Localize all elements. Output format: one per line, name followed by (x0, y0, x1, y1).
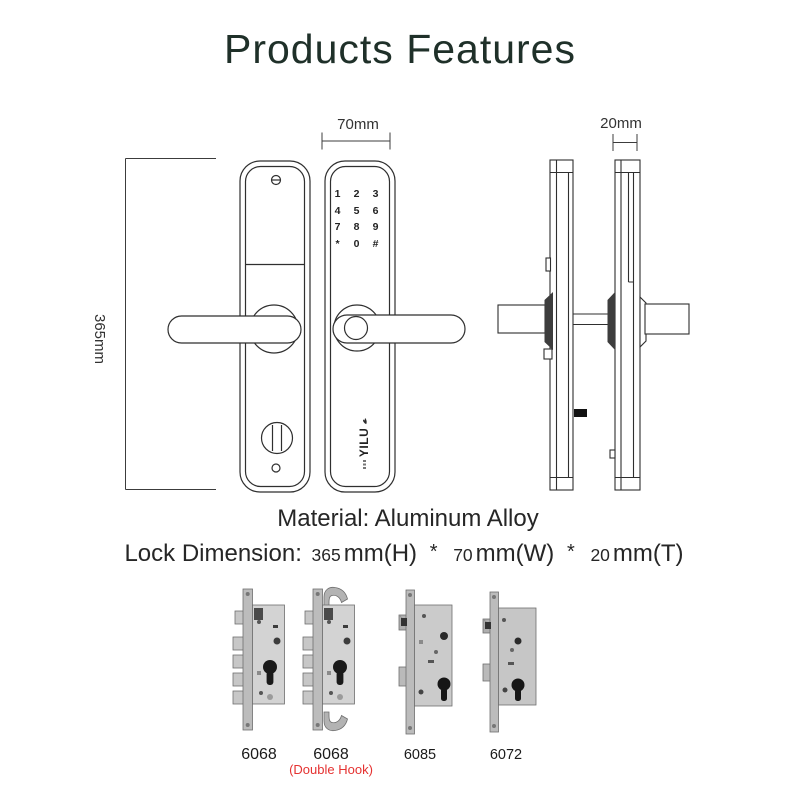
keypad-key: 2 (353, 188, 360, 200)
height-unit: mm(H) (343, 540, 418, 567)
faceplate (406, 590, 415, 734)
keypad-key: 9 (372, 221, 379, 233)
keypad-key: 7 (334, 221, 341, 233)
lock-dimension-label: Lock Dimension: (124, 540, 302, 567)
lock-dimension-text (0, 540, 800, 568)
brand-name: YILU (357, 427, 371, 458)
thickness-dimension-label: 20mm (600, 115, 642, 132)
asterisk-separator: * (566, 541, 575, 563)
fingerprint-sensor (345, 317, 368, 340)
lock-body-6068 (233, 589, 285, 730)
width-unit: mm(W) (475, 540, 555, 567)
width-value: 70 (453, 545, 473, 565)
lock-model-label: 6085 (403, 747, 437, 763)
keypad-key: 4 (334, 204, 341, 217)
keypad-key: 0 (353, 237, 360, 250)
keypad-key: 5 (353, 204, 360, 217)
side-view-right (608, 160, 690, 490)
brand-tagline-mark (363, 460, 366, 469)
bottom-hook-bolt (324, 712, 348, 731)
height-value: 365 (311, 545, 341, 565)
keypad-key: 8 (353, 221, 360, 233)
double-hook-note: (Double Hook) (289, 762, 373, 777)
screw-icon (272, 176, 281, 185)
handle-rose-profile (545, 292, 554, 350)
bird-icon (359, 417, 370, 425)
keypad-key: # (372, 237, 379, 250)
faceplate (243, 589, 253, 730)
height-dimension-label: 365mm (91, 313, 108, 365)
back-panel-drawing (168, 161, 310, 492)
spindle (573, 314, 608, 325)
spindle-rose-profile (608, 292, 616, 350)
width-dimension-line (322, 133, 390, 150)
faceplate (313, 589, 323, 730)
thickness-dimension-line (613, 134, 637, 151)
lock-body-6068-double-hook (303, 587, 355, 730)
thickness-unit: mm(T) (612, 540, 684, 567)
keypad-key: 6 (372, 204, 379, 217)
material-text: Material: Aluminum Alloy (277, 505, 539, 532)
thumbturn-icon (262, 423, 293, 454)
keypad-key: * (335, 237, 340, 250)
screw-hole (272, 464, 280, 472)
lock-model-label: 6068 (241, 746, 277, 763)
lock-model-label: 6072 (489, 747, 523, 763)
lock-body-6072 (483, 592, 536, 732)
thickness-value: 20 (590, 545, 610, 565)
page-title: Products Features (224, 26, 576, 72)
deadbolt-mark (574, 409, 587, 417)
lock-model-label: 6068 (313, 746, 349, 763)
brand-logo (347, 417, 381, 469)
keypad (328, 188, 385, 250)
faceplate (490, 592, 499, 732)
lock-body-6085 (399, 590, 452, 734)
top-hook-bolt (324, 587, 348, 606)
width-dimension-label: 70mm (337, 116, 379, 133)
door-handle-back (168, 316, 301, 343)
keypad-key: 1 (334, 188, 341, 200)
asterisk-separator: * (429, 541, 438, 563)
side-handle-right (645, 304, 689, 334)
side-handle-left (498, 305, 545, 333)
keypad-key: 3 (372, 188, 379, 200)
